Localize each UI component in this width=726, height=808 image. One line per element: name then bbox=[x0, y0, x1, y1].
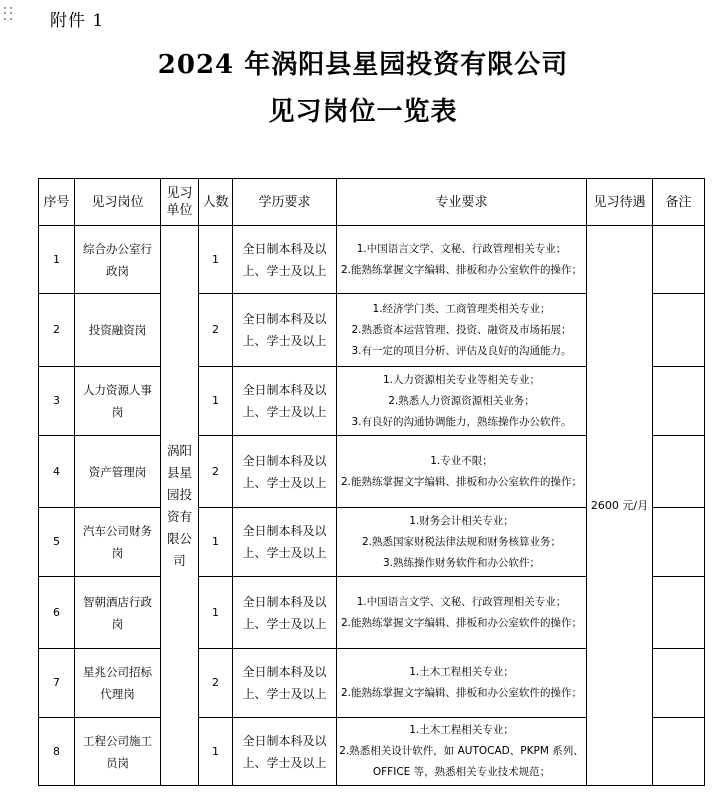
count-cell: 1 bbox=[199, 508, 233, 577]
seq-cell: 6 bbox=[39, 577, 75, 649]
header-row bbox=[39, 179, 705, 226]
count-cell: 2 bbox=[199, 436, 233, 508]
seq-cell: 8 bbox=[39, 718, 75, 786]
major-requirements-cell bbox=[337, 508, 587, 577]
major-requirements-cell bbox=[337, 577, 587, 649]
remarks-cell bbox=[653, 577, 705, 649]
major-requirements-cell bbox=[337, 367, 587, 436]
unit-cell: 涡阳县星园投资有限公司 bbox=[161, 226, 199, 786]
remarks-cell bbox=[653, 508, 705, 577]
education-cell: 全日制本科及以上、学士及以上 bbox=[233, 577, 337, 649]
major-requirements-cell bbox=[337, 649, 587, 718]
header-unit: 见习单位 bbox=[161, 179, 199, 226]
requirement-line: 2.熟悉相关设计软件，如 AUTOCAD、PKPM 系列、OFFICE 等，熟悉相关专业技术规范； bbox=[339, 745, 584, 778]
requirement-line: 2.能熟练掌握文字编辑、排板和办公室软件的操作； bbox=[340, 475, 583, 488]
education-cell: 全日制本科及以上、学士及以上 bbox=[233, 294, 337, 367]
requirement-line: 3.有一定的项目分析、评估及良好的沟通能力。 bbox=[351, 344, 572, 357]
education-cell: 全日制本科及以上、学士及以上 bbox=[233, 649, 337, 718]
requirement-line: 1.人力资源相关专业等相关专业； bbox=[382, 373, 541, 386]
count-cell: 1 bbox=[199, 577, 233, 649]
table-row bbox=[39, 226, 705, 294]
major-requirements-cell bbox=[337, 226, 587, 294]
requirement-line: 2.熟悉国家财税法律法规和财务核算业务； bbox=[361, 535, 562, 548]
requirement-line: 1.财务会计相关专业； bbox=[409, 514, 514, 527]
drag-handle-icon[interactable] bbox=[4, 7, 14, 21]
pay-cell: 2600 元/月 bbox=[587, 226, 653, 786]
count-cell: 2 bbox=[199, 294, 233, 367]
remarks-cell bbox=[653, 649, 705, 718]
requirement-line: 3.熟练操作财务软件和办公软件； bbox=[382, 556, 541, 569]
remarks-cell bbox=[653, 718, 705, 786]
position-cell: 资产管理岗 bbox=[75, 436, 161, 508]
seq-cell: 5 bbox=[39, 508, 75, 577]
header-seq: 序号 bbox=[39, 179, 75, 226]
education-cell: 全日制本科及以上、学士及以上 bbox=[233, 718, 337, 786]
header-remarks: 备注 bbox=[653, 179, 705, 226]
requirement-line: 2.能熟练掌握文字编辑、排板和办公室软件的操作； bbox=[340, 263, 583, 276]
requirement-line: 1.经济学门类、工商管理类相关专业； bbox=[372, 302, 551, 315]
header-major: 专业要求 bbox=[337, 179, 587, 226]
education-cell: 全日制本科及以上、学士及以上 bbox=[233, 226, 337, 294]
count-cell: 1 bbox=[199, 367, 233, 436]
header-pay: 见习待遇 bbox=[587, 179, 653, 226]
seq-cell: 7 bbox=[39, 649, 75, 718]
major-requirements-cell bbox=[337, 436, 587, 508]
position-cell: 智朝酒店行政岗 bbox=[75, 577, 161, 649]
major-requirements-cell bbox=[337, 718, 587, 786]
position-cell: 工程公司施工员岗 bbox=[75, 718, 161, 786]
count-cell: 1 bbox=[199, 226, 233, 294]
education-cell: 全日制本科及以上、学士及以上 bbox=[233, 367, 337, 436]
seq-cell: 4 bbox=[39, 436, 75, 508]
requirement-line: 1.中国语言文学、文秘、行政管理相关专业； bbox=[356, 242, 567, 255]
requirement-line: 1.专业不限； bbox=[430, 454, 493, 467]
requirement-line: 2.熟悉资本运营管理、投资、融资及市场拓展； bbox=[351, 323, 572, 336]
header-count: 人数 bbox=[199, 179, 233, 226]
document-title: 2024 年涡阳县星园投资有限公司 bbox=[157, 50, 569, 80]
requirement-line: 1.土木工程相关专业； bbox=[409, 666, 514, 678]
education-cell: 全日制本科及以上、学士及以上 bbox=[233, 436, 337, 508]
count-cell: 2 bbox=[199, 649, 233, 718]
major-requirements-cell bbox=[337, 294, 587, 367]
position-cell: 星兆公司招标代理岗 bbox=[75, 649, 161, 718]
seq-cell: 3 bbox=[39, 367, 75, 436]
count-cell: 1 bbox=[199, 718, 233, 786]
position-cell: 汽车公司财务岗 bbox=[75, 508, 161, 577]
attachment-label: 附件 1 bbox=[50, 11, 105, 31]
positions-table bbox=[38, 178, 705, 786]
seq-cell: 1 bbox=[39, 226, 75, 294]
requirement-line: 1.中国语言文学、文秘、行政管理相关专业； bbox=[356, 595, 567, 608]
position-cell: 投资融资岗 bbox=[75, 294, 161, 367]
requirement-line: 1.土木工程相关专业； bbox=[409, 724, 514, 736]
requirement-line: 2.能熟练掌握文字编辑、排板和办公室软件的操作； bbox=[340, 616, 583, 629]
requirement-line: 2.熟悉人力资源资源相关业务； bbox=[388, 394, 535, 407]
header-education: 学历要求 bbox=[233, 179, 337, 226]
remarks-cell bbox=[653, 226, 705, 294]
requirement-line: 3.有良好的沟通协调能力，熟练操作办公软件。 bbox=[351, 415, 572, 428]
remarks-cell bbox=[653, 294, 705, 367]
seq-cell: 2 bbox=[39, 294, 75, 367]
remarks-cell bbox=[653, 436, 705, 508]
requirement-line: 2.能熟练掌握文字编辑、排板和办公室软件的操作； bbox=[340, 687, 583, 699]
position-cell: 综合办公室行政岗 bbox=[75, 226, 161, 294]
position-cell: 人力资源人事岗 bbox=[75, 367, 161, 436]
document-subtitle: 见习岗位一览表 bbox=[268, 97, 458, 127]
header-position: 见习岗位 bbox=[75, 179, 161, 226]
remarks-cell bbox=[653, 367, 705, 436]
education-cell: 全日制本科及以上、学士及以上 bbox=[233, 508, 337, 577]
